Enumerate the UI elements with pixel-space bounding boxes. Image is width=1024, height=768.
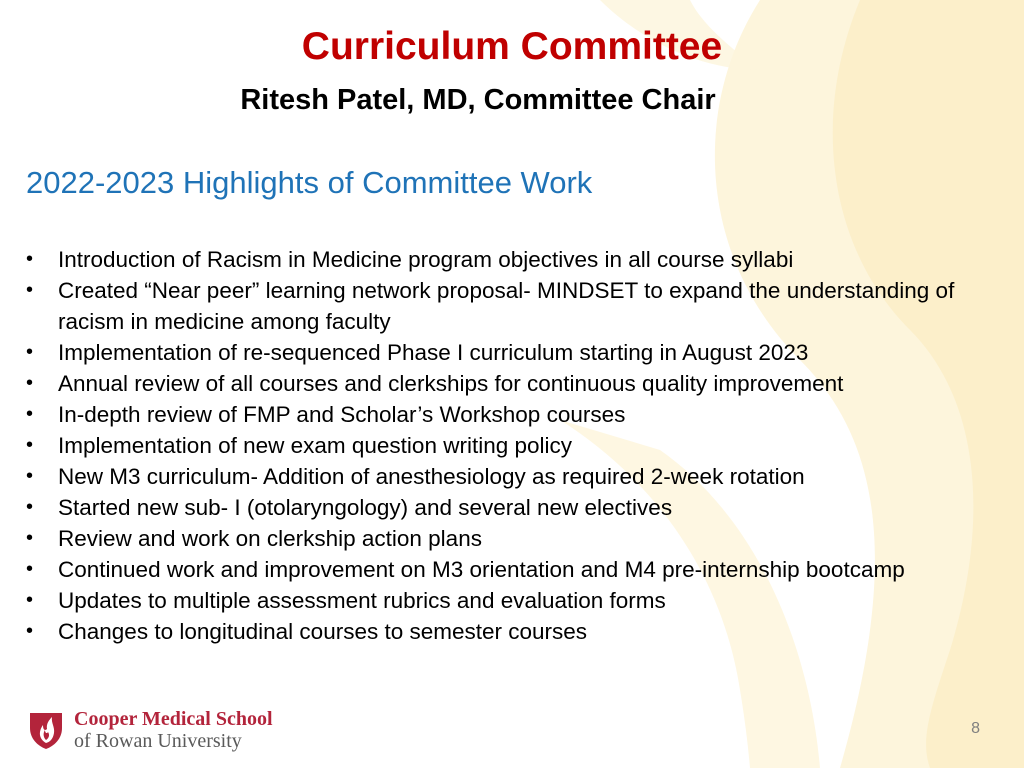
cooper-medical-school-logo — [26, 708, 286, 754]
logo-name-line2: of Rowan University — [74, 730, 242, 752]
list-item-text: Implementation of re-sequenced Phase I curriculum starting in August 2023 — [58, 340, 809, 365]
list-item — [24, 244, 1014, 275]
bullet-icon: • — [26, 527, 34, 549]
list-item-text: Review and work on clerkship action plans — [58, 526, 482, 551]
bullet-icon: • — [26, 558, 34, 580]
list-item — [24, 616, 1014, 647]
bullet-icon: • — [26, 372, 34, 394]
list-item-text: In-depth review of FMP and Scholar’s Workshop courses — [58, 402, 626, 427]
bullet-icon: • — [26, 496, 34, 518]
list-item-text: Changes to longitudinal courses to semester courses — [58, 619, 588, 644]
bullet-icon: • — [26, 589, 34, 611]
list-item-text: Annual review of all courses and clerkships for continuous quality improvement — [58, 371, 844, 396]
highlights-list — [24, 244, 1014, 647]
list-item-text: Continued work and improvement on M3 orientation and M4 pre-internship bootcamp — [58, 557, 905, 582]
shield-flame-icon — [26, 710, 66, 750]
list-item — [24, 492, 1014, 523]
section-heading: 2022-2023 Highlights of Committee Work — [26, 165, 593, 200]
list-item-text: New M3 curriculum- Addition of anesthesiology as required 2-week rotation — [58, 464, 805, 489]
list-item — [24, 585, 1014, 616]
bullet-icon: • — [26, 341, 34, 363]
bullet-icon: • — [26, 434, 34, 456]
bullet-icon: • — [26, 620, 34, 642]
page-number: 8 — [971, 720, 980, 737]
list-item — [24, 275, 1014, 337]
list-item — [24, 461, 1014, 492]
slide-title: Curriculum Committee — [301, 25, 723, 68]
list-item-text: Implementation of new exam question writing policy — [58, 433, 573, 458]
bullet-icon: • — [26, 403, 34, 425]
bullet-icon: • — [26, 248, 34, 270]
logo-name-line1: Cooper Medical School — [74, 708, 273, 730]
list-item — [24, 399, 1014, 430]
bullet-icon: • — [26, 279, 34, 301]
list-item-text: Updates to multiple assessment rubrics and evaluation forms — [58, 588, 666, 613]
list-item — [24, 554, 1014, 585]
list-item-text: Started new sub- I (otolaryngology) and several new electives — [58, 495, 673, 520]
list-item — [24, 337, 1014, 368]
bullet-icon: • — [26, 465, 34, 487]
list-item-text: Created “Near peer” learning network proposal- MINDSET to expand the understanding of racism in medicine among faculty — [58, 278, 955, 334]
slide-subtitle: Ritesh Patel, MD, Committee Chair — [240, 84, 716, 116]
list-item — [24, 523, 1014, 554]
list-item — [24, 368, 1014, 399]
list-item — [24, 430, 1014, 461]
list-item-text: Introduction of Racism in Medicine program objectives in all course syllabi — [58, 247, 794, 272]
